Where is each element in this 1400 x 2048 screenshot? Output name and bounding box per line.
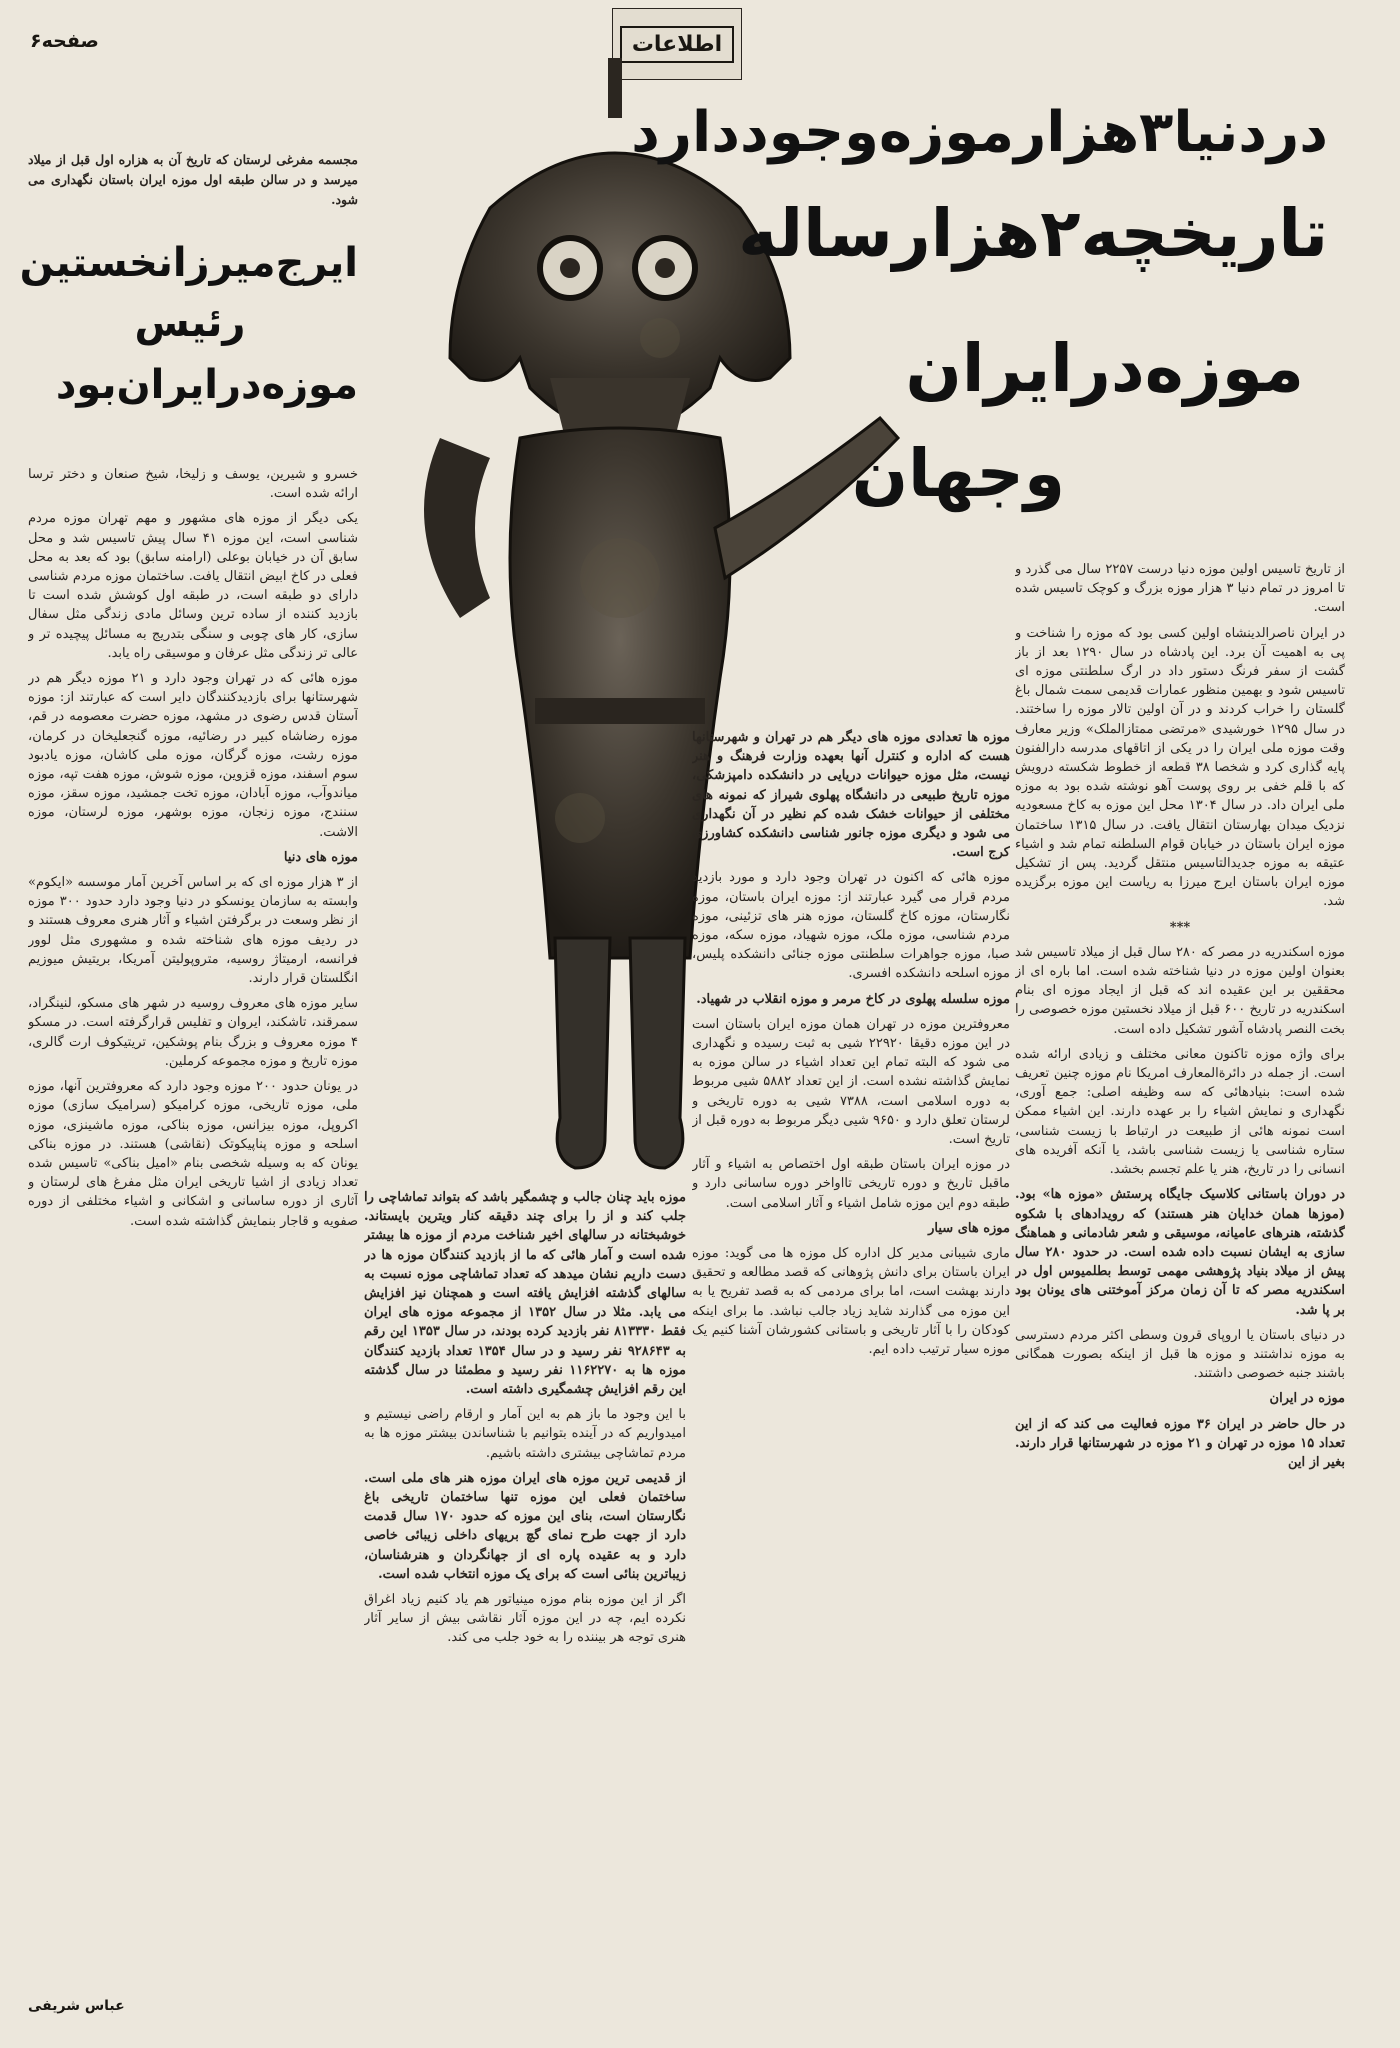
photo-caption: مجسمه مفرغی لرستان که تاریخ آن به هزاره اول قبل از میلاد میرسد و در سالن طبقه اول موزه ایران باستان نگهداری می شود. xyxy=(28,152,358,207)
article-column-lower-middle xyxy=(364,1188,686,2028)
paragraph: موزه ها تعدادی موزه های دیگر هم در تهران و شهرستانها هست که اداره و کنترل آنها بعهده وزارت فرهنگ و هنر نیست، مثل موزه حیوانات دریایی در دانشکده دامپزشکی، موزه تاریخ طبیعی در دانشگاه پهلوی شیراز که نمونه های مختلفی از حیوانات خشک شده کم نظیر در آن نگهداری می شود و دیگری موزه جانور شناسی دانشکده کشاورزی کرج است. xyxy=(692,730,1010,861)
page-number: صفحه۶ xyxy=(30,30,99,52)
section-divider: *** xyxy=(1169,919,1191,935)
headline-line-3: موزه‌درایران xyxy=(905,330,1304,407)
headline-line-1: دردنیا۳هزارموزه‌وجوددارد xyxy=(631,100,1328,165)
paragraph: سایر موزه های معروف روسیه در شهر های مسکو، لنینگراد، سمرقند، تاشکند، ایروان و تفلیس قرارگرفته است. در مسکو ۴ موزه معروف و بزرگ بنام پوشکین، تریتیکوف ارت گالری، موزه تاریخ و موزه مجموعه کرملین. xyxy=(28,996,358,1069)
paragraph: در موزه ایران باستان طبقه اول اختصاص به اشیاء و آثار ماقبل تاریخ و دوره تاریخی تااواخر دوره ساسانی دارد و طبقه دوم این موزه شامل اشیاء و آثار اسلامی است. xyxy=(692,1157,1010,1211)
paragraph: در دوران باستانی کلاسیک جایگاه پرستش «موزه ها» بود. (موزها همان خدایان هنر هستند) که رویدادهای با شکوه گذشته، هنرهای عامیانه، موسیقی و شعر شادمانی و هماهنگ سازی به ایشان نسبت داده شده است. در حدود ۲۸۰ سال پیش از میلاد بنیاد پژوهشی مهمی توسط بطلمیوس اول در اسکندریه مصر که تا آن زمان مرکز آموختنی های یونان بود بر پا شد. xyxy=(1015,1187,1345,1318)
section-heading: موزه های سیار xyxy=(928,1220,1010,1236)
subheadline-line-3: موزه‌درایران‌بود xyxy=(55,362,358,408)
article-column-middle xyxy=(692,728,1010,2028)
paragraph: با این وجود ما باز هم به این آمار و ارقام راضی نیستیم و امیدواریم که در آینده بتوانیم با شناساندن بیشتر موزه ها به مردم تماشاچی بیشتری داشته باشیم. xyxy=(364,1407,686,1461)
masthead-logo-text: اطلاعات xyxy=(620,26,734,63)
paragraph: معروفترین موزه در تهران همان موزه ایران باستان است در این موزه دقیقا ۲۲۹۲۰ شیی به ثبت رسیده و نگهداری می شود که البته تمام این تعداد اشیاء در سالن موزه به نمایش گذاشته نشده است. از این تعداد ۵۸۸۲ شیی مربوط به دوره اسلامی است، ۷۳۸۸ شیی به دوره تاریخی و لرستان تعلق دارد و ۹۶۵۰ شیی دیگر مربوط به دوره قبل از تاریخ است. xyxy=(692,1016,1010,1148)
paragraph: برای واژه موزه تاکنون معانی مختلف و زیادی ارائه شده است. از جمله در دائرةالمعارف امریکا نام موزه چنین تعریف شده است: بنیادهائی که سه وظیفه اصلی: جمع آوری، نگهداری و نمایش اشیاء را بر عهده دارند. این اشیاء ممکن است نمونه هائی از طبیعت در ارتباط با زیست شناسی، ستاره شناسی یا زیست شناسی باشد، یا آنکه آفریده های انسانی را در تاریخ، هنر یا علم تجسم بخشد. xyxy=(1015,1046,1345,1178)
paragraph: یکی دیگر از موزه های مشهور و مهم تهران موزه مردم شناسی است، این موزه ۴۱ سال پیش تاسیس شد و محل سابق آن در خیابان بوعلی (ارامنه سابق) بود که بعد به محل فعلی در کاخ ابیض انتقال یافت. ساختمان موزه مردم شناسی دارای دو طبقه است، در طبقه اول کوشش شده است تا بازدید کننده از ساده ترین وسائل مادی زندگی مثل سفال سازی، کار های چوبی و سنگی بتدریج به مسائل پیچیده تر و عالی تر زندگی مثل عرفان و موسیقی راه یابد. xyxy=(28,511,358,661)
paragraph: موزه هائی که در تهران وجود دارد و ۲۱ موزه دیگر هم در شهرستانها برای بازدیدکنندگان دایر است که عبارتند از: موزه آستان قدس رضوی در مشهد، موزه حضرت معصومه در قم، موزه رضاشاه کبیر در رضائیه، موزه گنجعلیخان در کرمان، موزه رشت، موزه گرگان، موزه ملی کاشان، موزه یادبود سوم اسفند، موزه قزوین، موزه شوش، موزه هفت تپه، موزه میاندوآب، موزه آبادان، موزه تخت جمشید، موزه سقز، موزه سنندج، موزه زنجان، موزه بوشهر، موزه لرستان، موزه الاشت. xyxy=(28,671,358,840)
paragraph: موزه هائی که اکنون در تهران وجود دارد و مورد بازدید مردم قرار می گیرد عبارتند از: موزه ایران باستان، موزه نگارستان، موزه کاخ گلستان، موزه هنر های تزئینی، موزه مردم شناسی، موزه ملک، موزه شهیاد، موزه سکه، موزه صبا، موزه جواهرات سلطنتی موزه جنائی دانشکده پلیس، موزه اسلحه دانشکده افسری. xyxy=(692,870,1010,982)
subheadline-line-2: رئیس xyxy=(134,300,246,346)
article-column-right xyxy=(1015,560,1345,2035)
paragraph: از ۳ هزار موزه ای که بر اساس آخرین آمار موسسه «ایکوم» وابسته به سازمان یونسکو در دنیا وجود دارد حدود ۳۰۰ موزه از نظر وسعت در برگرفتن اشیاء و آثار هنری معروف هستند و در ردیف موزه های شناخته شده و مشهوری مثل لوور فرانسه، ارمیتاژ روسیه، متروپولیتن آمریکا، بریتیش میوزیم انگلستان قرار دارند. xyxy=(28,875,358,987)
section-heading: موزه در ایران xyxy=(1269,1391,1345,1407)
paragraph: خسرو و شیرین، یوسف و زلیخا، شیخ صنعان و دختر ترسا ارائه شده است. xyxy=(28,467,358,502)
section-heading: موزه های دنیا xyxy=(283,849,358,865)
paragraph: در ایران ناصرالدینشاه اولین کسی بود که موزه را شناخت و پی به اهمیت آن برد. این پادشاه در سال ۱۲۹۰ بعد از باز گشت از سفر فرنگ دستور داد در ارگ سلطنتی موزه ای تاسیس شود و بهمین منظور عمارات قدیمی سمت شمال باغ گلستان را خراب کردند و در آن اولین تالار موزه را ساختند. در سال ۱۲۹۵ خورشیدی «مرتضی ممتازالملک» وزیر معارف وقت موزه ملی ایران را در یکی از اتاقهای مدرسه دارالفنون پایه گذاری کرد و شخصا ۳۸ قطعه از خطوط شکسته درویش که با قلم خفی بر روی پوست آهو نوشته شده بود به موزه ملی ایران داد. در سال ۱۳۰۴ محل این موزه به کاخ مسعودیه نزدیک میدان بهارستان انتقال یافت. در سال ۱۳۱۵ ساختمان موزه ایران باستان در خیابان قوام السلطنه تمام شد و اشیاء عتیقه به موزه جدیدالتاسیس منتقل گردید. پس از تشکیل موزه ایران باستان ایرج میرزا به ریاست این موزه برگزیده شد. xyxy=(1015,625,1345,910)
subheadline-line-1: ایرج‌میرزانخستین xyxy=(19,240,358,286)
paragraph: اگر از این موزه بنام موزه مینیاتور هم یاد کنیم زیاد اغراق نکرده ایم، چه در این موزه آثار نقاشی بیش از سایر آثار هنری توجه هر بیننده را به خود جلب می کند. xyxy=(364,1592,686,1646)
paragraph: در دنیای باستان یا اروپای قرون وسطی اکثر مردم دسترسی به موزه نداشتند و موزه ها قبل از اینکه بصورت همگانی باشند جنبه خصوصی داشتند. xyxy=(1015,1327,1345,1382)
paragraph: از تاریخ تاسیس اولین موزه دنیا درست ۲۲۵۷ سال می گذرد و تا امروز در تمام دنیا ۳ هزار موزه بزرگ و کوچک تاسیس شده است. xyxy=(1015,562,1345,616)
paragraph: موزه باید چنان جالب و چشمگیر باشد که بتواند تماشاچی را جلب کند و از را برای چند دقیقه کنار ویترین بایستاند. خوشبختانه در سالهای اخیر شناخت مردم از موزه ها بیشتر شده است و آمار هائی که ما از بازدید کنندگان موزه ها در دست داریم نشان میدهد که تعداد تماشاچی موزه نسبت به سالهای گذشته افزایش یافته است و همچنان نیز افزایش می یابد. مثلا در سال ۱۳۵۲ از مجموعه موزه های ایران فقط ۸۱۳۳۳۰ نفر بازدید کرده بودند، در سال ۱۳۵۳ این رقم به ۹۲۸۶۴۳ نفر رسید و در سال ۱۳۵۴ تعداد بازدید کنندگان موزه ها به ۱۱۶۲۲۷۰ نفر رسید و مطمئنا در سال گذشته این رقم افزایش چشمگیری داشته است. xyxy=(364,1190,686,1398)
paragraph: در یونان حدود ۲۰۰ موزه وجود دارد که معروفترین آنها، موزه ملی، موزه تاریخی، موزه کرامیکو (سرامیک سازی) موزه اکروپل، موزه بیزانس، موزه بناکی، موزه ماشینزی، موزه اسلحه و موزه پناپیکوتک (نقاشی) هستند. در موزه بناکی یونان که به وسیله شخصی بنام «امیل بناکی» تاسیس شده تعداد زیادی از اشیا تاریخی ایران مثل مفرغ های لرستان و آثاری از دوره ساسانی و اشکانی و اشیاء مختلفی از دوره صفویه و قاجار بنمایش گذاشته شده است. xyxy=(28,1079,358,1229)
paragraph: در حال حاضر در ایران ۳۶ موزه فعالیت می کند که از این تعداد ۱۵ موزه در تهران و ۲۱ موزه در شهرستانها قرار دارند. بغیر از این xyxy=(1015,1416,1345,1470)
author-signature: عباس شریفی xyxy=(28,1998,125,2014)
paragraph: ماری شیبانی مدیر کل اداره کل موزه ها می گوید: موزه ایران باستان برای دانش پژوهانی که قصد مطالعه و تحقیق دارند بهشت است، اما برای مردمی که به قصد تفریح یا به این موزه می گذارند شاید زیاد جالب نباشد. ما برای اینکه کودکان را با آثار تاریخی و باستانی کشورشان آشنا کنیم یک موزه سیار ترتیب داده ایم. xyxy=(692,1246,1010,1358)
headline-line-2: تاریخچه۲هزارساله xyxy=(738,195,1328,272)
paragraph: موزه سلسله پهلوی در کاخ مرمر و موزه انقلاب در شهیاد. xyxy=(696,991,1010,1007)
paragraph: از قدیمی ترین موزه های ایران موزه هنر های ملی است. ساختمان فعلی این موزه تنها ساختمان تاریخی باغ نگارستان است، بنای این موزه که حدود ۱۷۰ سال قدمت دارد از جهت طرح نمای گچ بریهای داخلی زیبائی خاصی دارد و به عقیده پاره ای از جهانگردان و هنرشناسان، زیباترین بنائی است که برای یک موزه انتخاب شده است. xyxy=(364,1470,686,1582)
headline-line-4: وجهان xyxy=(851,435,1065,512)
paragraph: موزه اسکندریه در مصر که ۲۸۰ سال قبل از میلاد تاسیس شد بعنوان اولین موزه در دنیا شناخته شده است. اما باره ای از محققین بر این عقیده اند که قبل از ایجاد موزه ای بنام اسکندریه در تاریخ ۶۰۰ قبل از میلاد نخستین موزه خصوصی را بخت النصر پادشاه آشور تشکیل داده است. xyxy=(1015,944,1345,1037)
article-column-left xyxy=(28,465,358,1965)
